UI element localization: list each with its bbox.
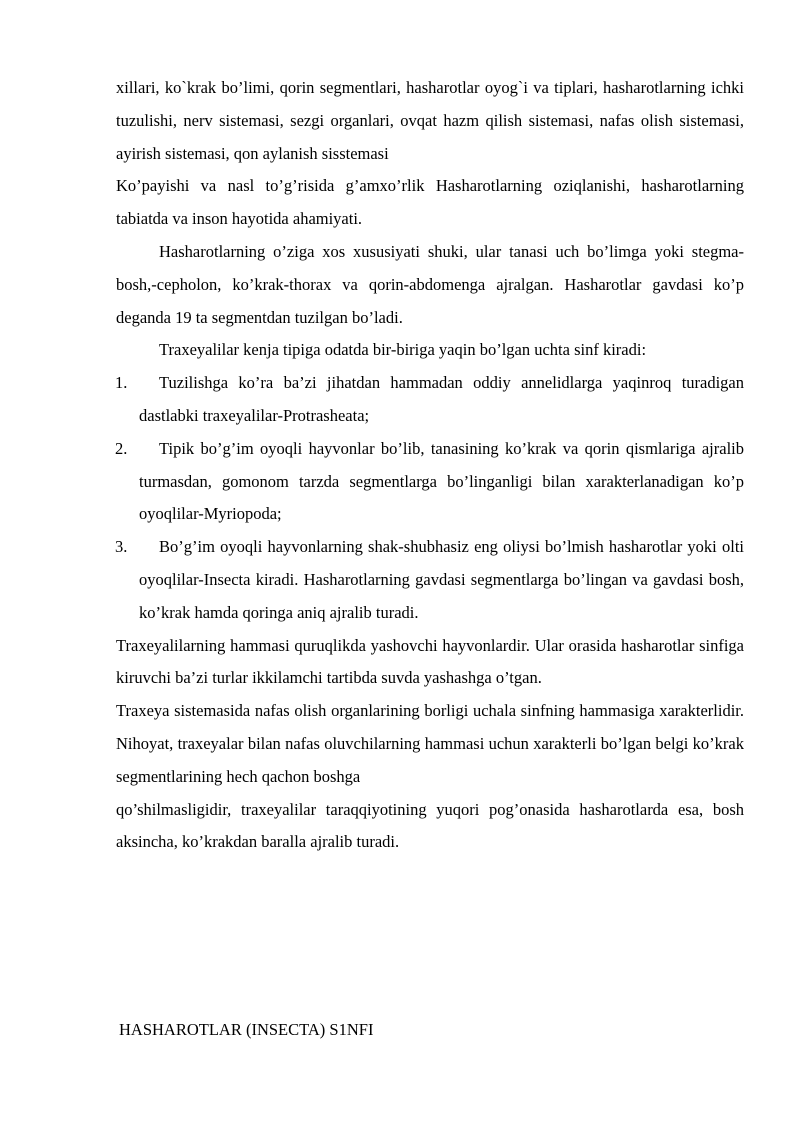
list-number: 1. [115,373,128,393]
list-number: 2. [115,438,128,458]
list-item [116,367,744,433]
list-text: Tuzilishga ko’ra ba’zi jihatdan hammadan oddiy annelidlarga yaqinroq turadigan dastlabki traxeyalilar-Protrasheata; [139,373,744,425]
paragraph-organ-systems: xillari, ko`krak bo’limi, qorin segmentlari, hasharotlar oyog`i va tiplari, hasharotlarning ichki tuzulishi, nerv sistemasi, sezgi organlari, ovqat hazm qilish sistemasi, nafas olish sistemasi, ayirish sistemasi, qon aylanish sisstemasi [116,78,744,163]
paragraph-body-division: Hasharotlarning o’ziga xos xususiyati shuki, ular tanasi uch bo’limga yoki stegma-bosh,-cepholon, ko’krak-thorax va qorin-abdomenga ajralgan. Hasharotlar gavdasi ko’p deganda 19 ta segmentdan tuzilgan bo’ladi. [116,241,744,327]
list-number: 3. [115,537,128,557]
list-text: Bo’g’im oyoqli hayvonlarning shak-shubhasiz eng oliysi bo’lmish hasharotlar yoki olti oyoqlilar-Insecta kiradi. Hasharotlarning gavdasi segmentlarga bo’lingan va gavdasi bosh, ko’krak hamda qoringa aniq ajralib turadi. [139,537,744,622]
paragraph-tracheal-system: Traxeya sistemasida nafas olish organlarining borligi uchala sinfning hammasiga xarakterlidir. Nihoyat, traxeyalar bilan nafas oluvchilarning hammasi uchun xarakterli bo’lgan belgi ko’krak segmentlarining hech qachon boshga [116,701,744,786]
list-item [116,531,744,629]
paragraph-reproduction: Ko’payishi va nasl to’g’risida g’amxo’rlik Hasharotlarning oziqlanishi, hasharotlarning tabiatda va inson hayotida ahamiyati. [116,176,744,229]
section-heading: HASHAROTLAR (INSECTA) S1NFI [119,1020,374,1039]
list-text: Tipik bo’g’im oyoqli hayvonlar bo’lib, tanasining ko’krak va qorin qismlariga ajralib turmasdan, gomonom tarzda segmentlarga bo’linganligi bilan xarakterlanadigan ko’p oyoqlilar-Myriopoda; [139,438,744,524]
paragraph-head-separation: qo’shilmasligidir, traxeyalilar taraqqiyotining yuqori pog’onasida hasharotlarda esa, bosh aksincha, ko’krakdan baralla ajralib turadi. [116,799,744,852]
document-body [116,72,744,859]
list-item [116,433,744,531]
paragraph-habitat: Traxeyalilarning hammasi quruqlikda yashovchi hayvonlardir. Ular orasida hasharotlar sinfiga kiruvchi ba’zi turlar ikkilamchi tartibda suvda yashashga o’tgan. [116,635,744,688]
paragraph-classes-intro: Traxeyalilar kenja tipiga odatda bir-biriga yaqin bo’lgan uchta sinf kiradi: [159,340,647,360]
classes-list [116,367,744,629]
